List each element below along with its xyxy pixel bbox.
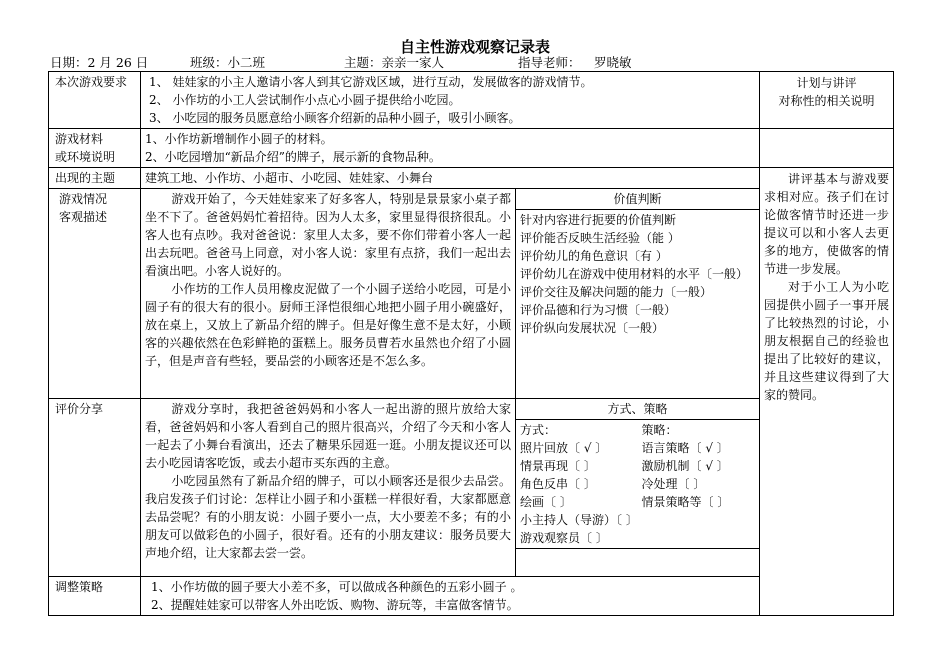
right-header-line: 计划与讲评 bbox=[796, 76, 857, 90]
method-strategy-cell bbox=[516, 399, 760, 577]
method-item: 角色反串〔 〕 bbox=[520, 477, 596, 491]
right-empty-cell bbox=[760, 129, 894, 168]
adjust-item: 1、小作坊做的圆子要大小差不多，可以做成各种颜色的五彩小圆子 。 bbox=[151, 580, 523, 594]
page-title: 自主性游戏观察记录表 bbox=[399, 38, 550, 56]
topics-value: 建筑工地、小作坊、小超市、小吃园、娃娃家、小舞台 bbox=[141, 168, 760, 189]
observation-text bbox=[141, 189, 516, 399]
method-header: 方式、策略 bbox=[516, 399, 759, 420]
strategy-item: 情景策略等〔 〕 bbox=[641, 495, 730, 509]
right-notes-cell bbox=[760, 168, 894, 616]
requirement-item: 2、 小作坊的小工人尝试制作小点心小圆子提供给小吃园。 bbox=[149, 93, 461, 107]
observation-label-line: 游戏情况 bbox=[59, 192, 108, 206]
observation-label-line: 客观描述 bbox=[59, 210, 108, 224]
value-header: 价值判断 bbox=[516, 189, 759, 210]
method-item: 绘画〔 〕 bbox=[520, 495, 572, 509]
material-item: 2、小吃园增加“新品介绍”的牌子，展示新的食物品种。 bbox=[145, 150, 441, 164]
observation-paragraph: 游戏开始了，今天娃娃家来了好多客人，特别是景景家小桌子都坐不下了。爸爸妈妈忙着招待。因为人太多，家里显得很挤很乱。小客人也有点吵。我对爸爸说：家里人太多，要不你们带着小客人一起出去玩吧。爸爸马上同意，对小客人说：家里有点挤，我们一起出去看演出吧。小客人说好的。 bbox=[145, 192, 511, 278]
sharing-text bbox=[141, 399, 516, 577]
adjust-label: 调整策略 bbox=[49, 577, 141, 616]
topics-label: 出现的主题 bbox=[49, 168, 141, 189]
adjust-cell bbox=[141, 577, 760, 616]
materials-label-line: 游戏材料 bbox=[55, 132, 104, 146]
right-header-line: 对称性的相关说明 bbox=[778, 94, 875, 108]
materials-cell bbox=[141, 129, 760, 168]
strategy-item: 激励机制〔 √ 〕 bbox=[641, 459, 729, 473]
method-item: 照片回放〔 √ 〕 bbox=[520, 441, 608, 455]
methods-list bbox=[516, 420, 638, 549]
strategies-title: 策略： bbox=[641, 423, 678, 437]
observation-paragraph: 小作坊的工作人员用橡皮泥做了一个小圆子送给小吃园，可是小圆子有的很大有的很小。厨师王泽恺很细心地把小圆子用小碗盛好，放在桌上，又放上了新品介绍的牌子。但是好像生意不是太好，小顾客的兴趣依然在色彩鲜艳的蛋糕上。服务员曹若水虽然也介绍了小圆子，但是声音有些轻，要品尝的小顾客还是不怎么多。 bbox=[145, 282, 511, 368]
right-note: 讲评基本与游戏要求相对应。孩子们在讨论做客情节时还进一步提议可以和小客人去更多的地方，使做客的情节进一步发展。 bbox=[764, 172, 890, 276]
method-item: 情景再现〔 〕 bbox=[520, 459, 596, 473]
sharing-paragraph: 小吃园虽然有了新品介绍的牌子，可以小顾客还是很少去品尝。我启发孩子们讨论：怎样让小圆子和小蛋糕一样很好看，大家都愿意去品尝呢？有的小朋友说：小圆子要小一点，大小要差不多；有的小朋友可以做彩色的小圆子，很好看。还有的小朋友建议：服务员要大声地介绍，让大家都去尝一尝。 bbox=[145, 474, 511, 560]
requirement-item: 3、 小吃园的服务员愿意给小顾客介绍新的品种小圆子，吸引小顾客。 bbox=[149, 111, 521, 125]
header-teacher-name: 罗晓敏 bbox=[594, 55, 632, 70]
method-item: 小主持人（导游）〔 〕 bbox=[520, 513, 638, 527]
strategy-item: 冷处理〔 〕 bbox=[641, 477, 706, 491]
method-empty bbox=[516, 549, 759, 552]
value-items bbox=[516, 210, 759, 339]
value-item: 评价幼儿在游戏中使用材料的水平〔一般） bbox=[520, 267, 749, 281]
observation-label bbox=[49, 189, 141, 399]
methods-title: 方式： bbox=[520, 423, 557, 437]
method-item: 游戏观察员〔 〕 bbox=[520, 531, 608, 545]
value-item: 评价幼儿的角色意识〔有 ） bbox=[520, 249, 668, 263]
observation-table bbox=[48, 71, 894, 616]
requirements-label: 本次游戏要求 bbox=[49, 72, 141, 129]
right-header-cell bbox=[760, 72, 894, 129]
material-item: 1、小作坊新增制作小圆子的材料。 bbox=[145, 132, 333, 146]
value-item: 评价纵向发展状况〔一般） bbox=[520, 321, 665, 335]
sharing-label: 评价分享 bbox=[49, 399, 141, 577]
requirement-item: 1、 娃娃家的小主人邀请小客人到其它游戏区域，进行互动，发展做客的游戏情节。 bbox=[149, 75, 593, 89]
sharing-paragraph: 游戏分享时，我把爸爸妈妈和小客人一起出游的照片放给大家看，爸爸妈妈和小客人看到自己的照片很高兴，介绍了今天和小客人一起去了小舞台看演出，还去了糖果乐园逛一逛。小朋友提议还可以去小吃园请客吃饭，或去小超市买东西的主意。 bbox=[145, 402, 511, 470]
header-theme: 主题：亲亲一家人 bbox=[344, 55, 445, 70]
value-item: 评价能否反映生活经验（能 ） bbox=[520, 231, 680, 245]
value-item: 针对内容进行扼要的价值判断 bbox=[520, 213, 677, 227]
right-note: 对于小工人为小吃园提供小圆子一事开展了比较热烈的讨论，小朋友根据自己的经验也提出了比较好的建议，并且这些建议得到了大家的赞同。 bbox=[764, 280, 890, 402]
strategy-item: 语言策略〔 √ 〕 bbox=[641, 441, 729, 455]
value-item: 评价交往及解决问题的能力〔一般） bbox=[520, 285, 713, 299]
header-teacher-label: 指导老师： bbox=[518, 55, 581, 70]
strategies-list bbox=[638, 420, 760, 549]
adjust-item: 2、提醒娃娃家可以带客人外出吃饭、购物、游玩等，丰富做客情节。 bbox=[151, 598, 519, 612]
value-item: 评价品德和行为习惯〔一般） bbox=[520, 303, 677, 317]
requirements-cell bbox=[141, 72, 760, 129]
value-judgement-cell bbox=[516, 189, 760, 399]
materials-label-line: 或环境说明 bbox=[55, 150, 116, 164]
materials-label bbox=[49, 129, 141, 168]
header-class: 班级：小二班 bbox=[190, 55, 266, 70]
header-date: 日期：2 月 26 日 bbox=[50, 55, 149, 70]
